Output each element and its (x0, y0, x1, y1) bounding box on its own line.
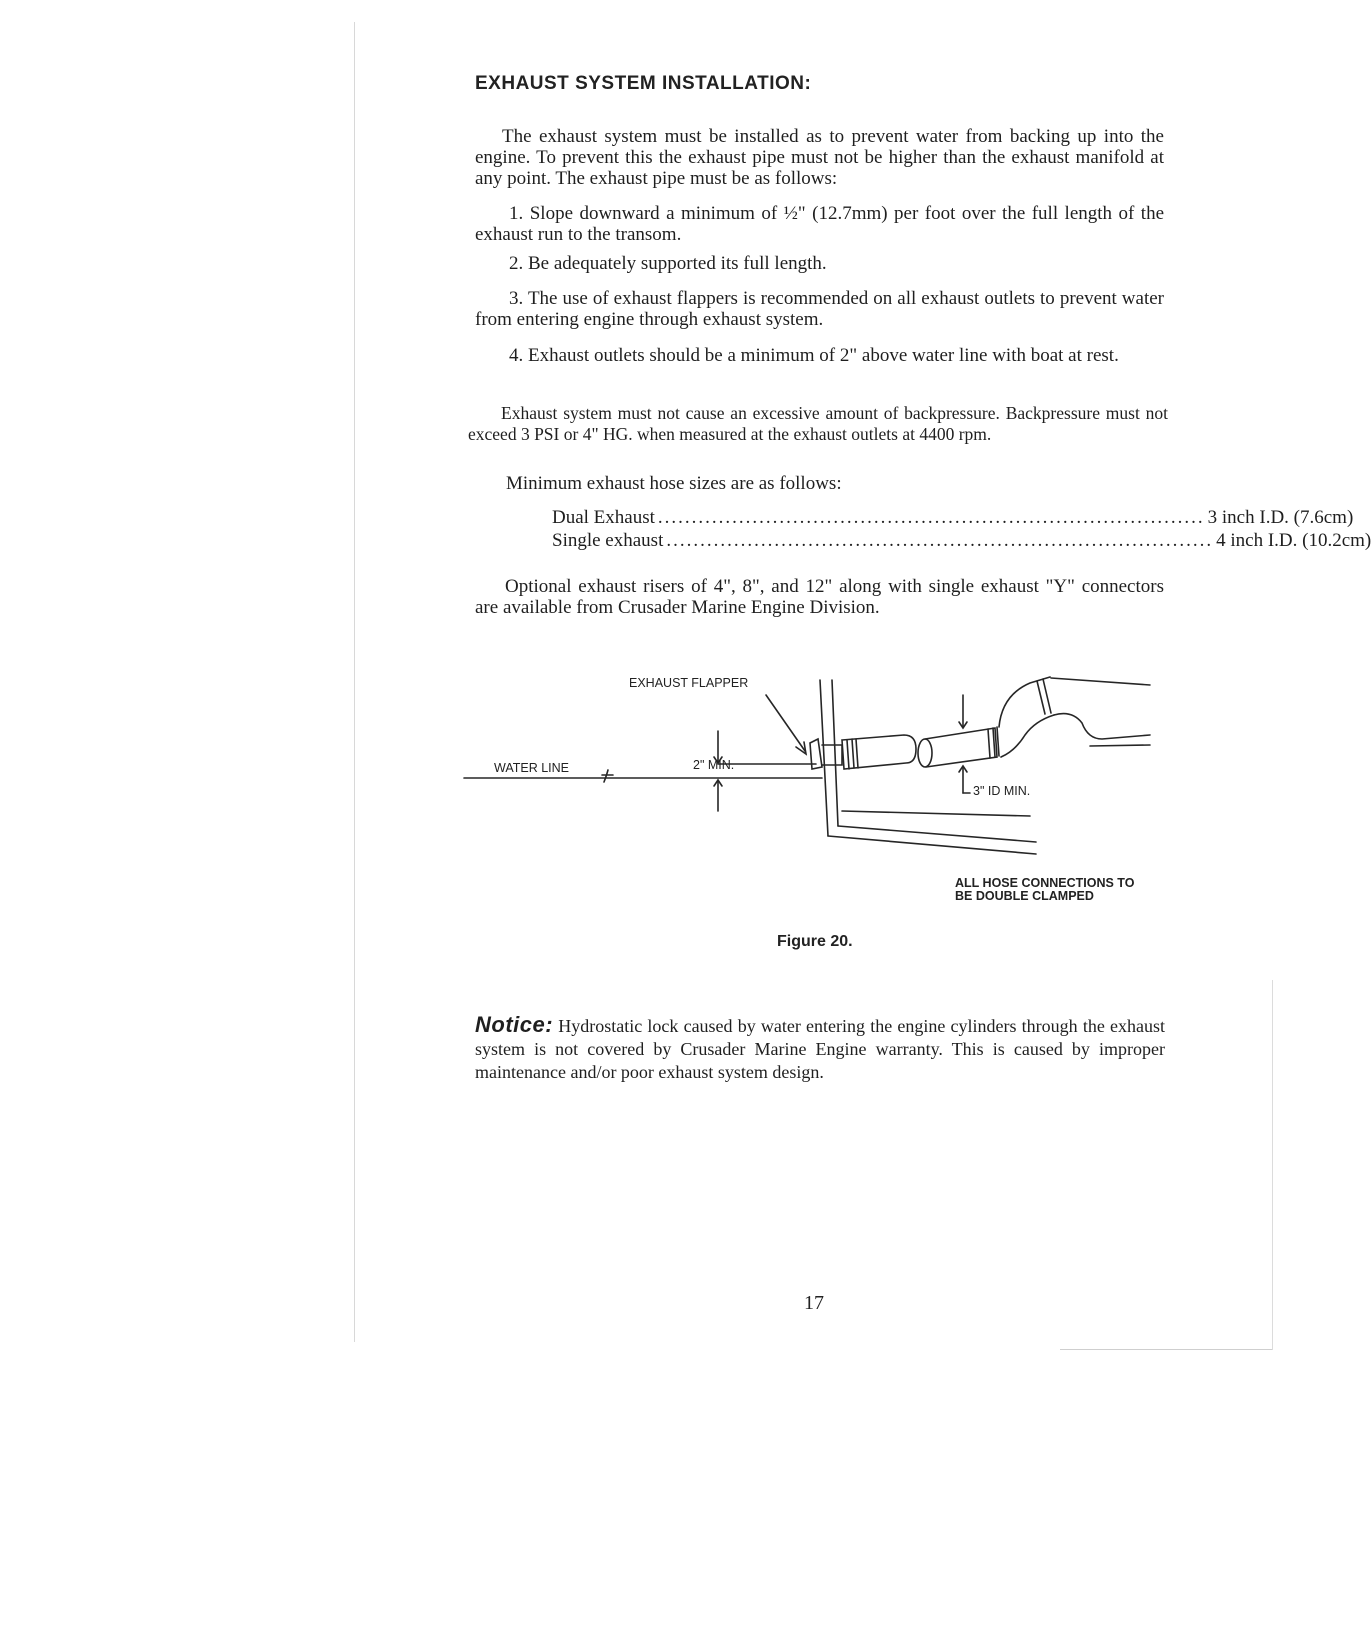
notice-text: Hydrostatic lock caused by water entering the engine cylinders through the exhaust system is not covered by Crusader Marine Engine warranty. This is caused by improper maintenance and/or poor exhaust system design. (475, 1016, 1166, 1082)
section-heading: EXHAUST SYSTEM INSTALLATION: (475, 73, 812, 94)
step-number: 2. (509, 253, 524, 274)
exhaust-pipe (925, 728, 997, 767)
note-line: ALL HOSE CONNECTIONS TO (955, 876, 1135, 890)
manifold (1051, 678, 1150, 739)
hose-size-row-single (552, 529, 1371, 553)
hose-type-label: Single exhaust (552, 530, 664, 551)
dot-leader: ................................................................................. (657, 507, 1205, 528)
figure-caption: Figure 20. (777, 933, 853, 950)
hose-clamp (856, 739, 858, 768)
step-4 (475, 345, 1164, 366)
notice-paragraph (475, 1013, 1165, 1084)
hose-clamp (988, 729, 990, 758)
engine-mount (1090, 745, 1150, 746)
hose-size-value: 4 inch I.D. (10.2cm) (1216, 530, 1371, 551)
flapper-pointer-head (796, 742, 806, 754)
step-number: 1. (509, 203, 524, 224)
label-exhaust-flapper: EXHAUST FLAPPER (629, 676, 749, 690)
step-number: 4. (509, 345, 524, 366)
transom-inner (832, 680, 838, 826)
label-water-line: WATER LINE (494, 761, 570, 775)
hose-type-label: Dual Exhaust (552, 507, 655, 528)
hose-intro: Minimum exhaust hose sizes are as follows: (506, 473, 842, 494)
dot-leader: ................................................................................. (666, 530, 1214, 551)
scan-edge-line (354, 22, 355, 1342)
hose-size-row-dual (552, 506, 1354, 530)
risers-paragraph: Optional exhaust risers of 4", 8", and 12" along with single exhaust "Y" connectors are available from Crusader Marine Engine Division. (475, 576, 1164, 618)
water-line-symbol (602, 770, 613, 782)
step-2 (475, 253, 1164, 274)
scan-edge-line-right (1272, 980, 1273, 1350)
step-text: Slope downward a minimum of ½" (12.7mm) per foot over the full length of the exhaust run to the transom. (475, 203, 1165, 245)
hose-connection-note (955, 877, 1134, 903)
intro-paragraph: The exhaust system must be installed as to prevent water from backing up into the engine. To prevent this the exhaust pipe must not be higher than the exhaust manifold at any point. The exhaust pipe must be as follows: (475, 126, 1164, 189)
hose-clamp (847, 740, 849, 769)
label-3-id-min: 3" ID MIN. (973, 784, 1031, 798)
hose-size-value: 3 inch I.D. (7.6cm) (1207, 507, 1354, 528)
pipe-end (918, 739, 932, 767)
hose-clamp (852, 739, 854, 768)
step-number: 3. (509, 288, 524, 309)
step-1 (475, 203, 1164, 245)
flapper-pointer (766, 695, 805, 751)
hull-floor (842, 811, 1030, 816)
notice-label: Notice: (475, 1012, 554, 1037)
scan-edge-line-bottom (1060, 1349, 1272, 1350)
step-text: Be adequately supported its full length. (528, 253, 827, 274)
step-text: Exhaust outlets should be a minimum of 2" above water line with boat at rest. (528, 345, 1119, 366)
exhaust-diagram (470, 665, 1170, 895)
step-text: The use of exhaust flappers is recommended on all exhaust outlets to prevent water from entering engine through exhaust system. (475, 288, 1164, 330)
label-2-min: 2" MIN. (693, 758, 735, 772)
elbow-clamp (1037, 681, 1045, 714)
step-3 (475, 288, 1164, 330)
exhaust-diagram-drawing (470, 665, 1170, 895)
note-line: BE DOUBLE CLAMPED (955, 889, 1094, 903)
page-number: 17 (804, 1292, 824, 1314)
backpressure-paragraph: Exhaust system must not cause an excessive amount of backpressure. Backpressure must not exceed 3 PSI or 4" HG. when measured at the exhaust outlets at 4400 rpm. (468, 403, 1168, 444)
